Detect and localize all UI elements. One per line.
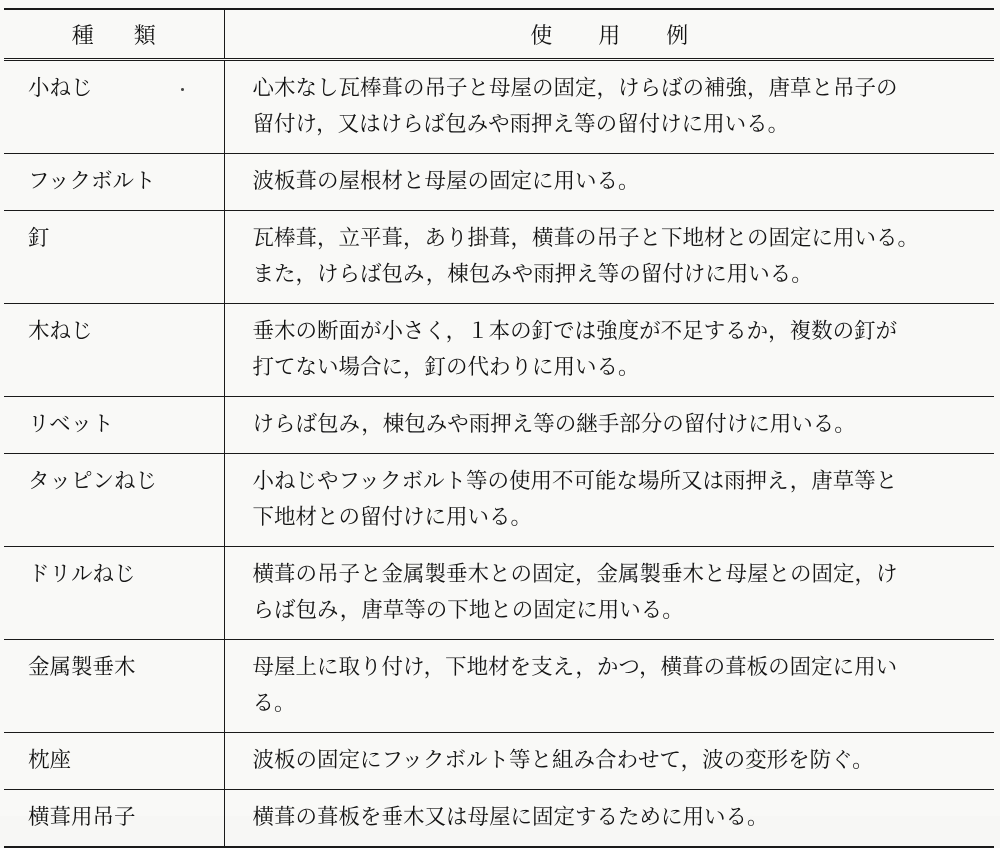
table-row [4, 304, 994, 397]
usage-line: 小ねじやフックボルト等の使用不可能な場所又は雨押え，唐草等と [252, 469, 898, 494]
usage-cell [224, 547, 994, 640]
usage-line: 波板葺の屋根材と母屋の固定に用いる。 [252, 169, 640, 194]
header-type-label [72, 24, 156, 49]
type-cell: ドリルねじ [4, 547, 224, 640]
usage-cell [224, 733, 994, 790]
usage-line: らば包み，唐草等の下地との固定に用いる。 [252, 598, 684, 623]
header-type-char: 類 [133, 23, 156, 49]
header-type-char: 種 [71, 23, 94, 49]
table-row [4, 790, 994, 848]
usage-line: 瓦棒葺，立平葺，あり掛葺，横葺の吊子と下地材との固定に用いる。 [252, 226, 920, 251]
table-header [4, 9, 994, 60]
usage-line: 母屋上に取り付け，下地材を支え，かつ，横葺の葺板の固定に用い [252, 655, 898, 680]
type-cell: 金属製垂木 [4, 640, 224, 733]
table-row [4, 733, 994, 790]
usage-line: 横葺の吊子と金属製垂木との固定，金属製垂木と母屋との固定，け [252, 562, 898, 587]
usage-cell [224, 211, 994, 304]
usage-cell [224, 397, 994, 454]
table-body [4, 60, 994, 848]
header-usage-char: 用 [598, 23, 621, 49]
usage-line: また，けらば包み，棟包みや雨押え等の留付けに用いる。 [252, 262, 813, 287]
type-cell: 小ねじ [4, 60, 224, 154]
usage-cell [224, 640, 994, 733]
header-row [4, 9, 994, 60]
type-cell: 枕座 [4, 733, 224, 790]
usage-line: 心木なし瓦棒葺の吊子と母屋の固定，けらばの補強，唐草と吊子の [252, 76, 898, 101]
type-cell: 木ねじ [4, 304, 224, 397]
fastener-usage-table [4, 8, 994, 848]
usage-cell [224, 154, 994, 211]
usage-line: 下地材との留付けに用いる。 [252, 505, 533, 530]
header-type [4, 9, 224, 60]
type-cell: リベット [4, 397, 224, 454]
header-usage-char: 例 [666, 23, 689, 49]
header-usage [224, 9, 994, 60]
header-usage-char: 使 [530, 23, 553, 49]
header-usage-label [530, 24, 688, 49]
table-row [4, 454, 994, 547]
table-row [4, 60, 994, 154]
type-cell: 横葺用吊子 [4, 790, 224, 848]
table-row [4, 397, 994, 454]
type-cell: タッピンねじ [4, 454, 224, 547]
table-row [4, 640, 994, 733]
usage-line: 打てない場合に，釘の代わりに用いる。 [252, 355, 640, 380]
table-row [4, 154, 994, 211]
table-row [4, 547, 994, 640]
usage-line: けらば包み，棟包みや雨押え等の継手部分の留付けに用いる。 [252, 412, 856, 437]
usage-cell [224, 454, 994, 547]
usage-line: 横葺の葺板を垂木又は母屋に固定するために用いる。 [252, 805, 769, 830]
usage-line: 波板の固定にフックボルト等と組み合わせて，波の変形を防ぐ。 [252, 748, 874, 773]
usage-line: 留付け，又はけらば包みや雨押え等の留付けに用いる。 [252, 112, 790, 137]
usage-line: 垂木の断面が小さく，１本の釘では強度が不足するか，複数の釘が [252, 319, 898, 344]
usage-cell [224, 790, 994, 848]
table-row [4, 211, 994, 304]
type-cell: 釘 [4, 211, 224, 304]
usage-line: る。 [252, 691, 296, 716]
usage-cell [224, 304, 994, 397]
usage-cell [224, 60, 994, 154]
type-cell: フックボルト [4, 154, 224, 211]
